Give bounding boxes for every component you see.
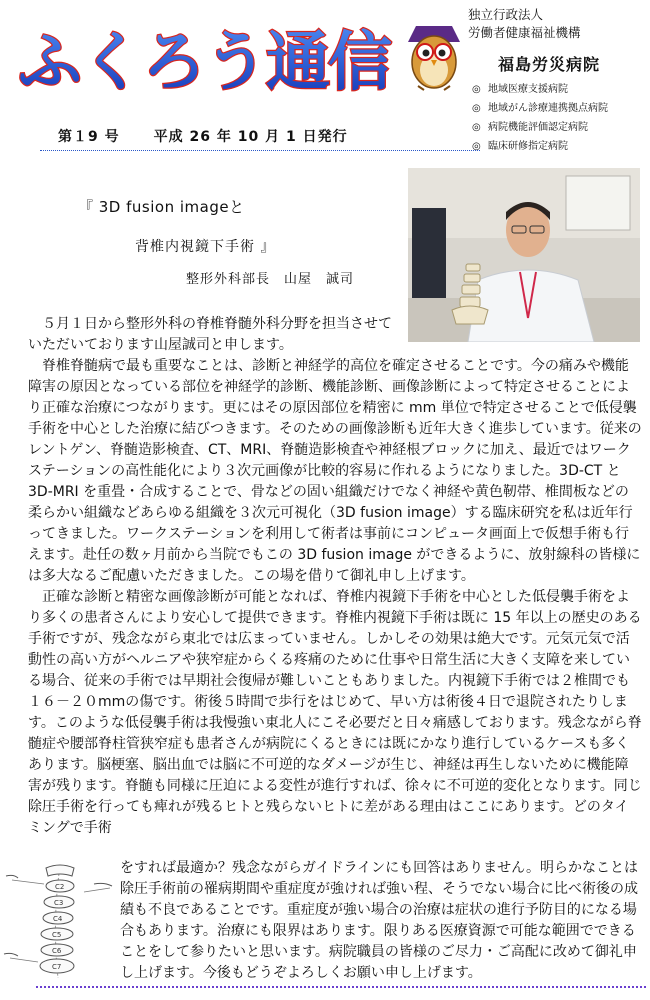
article-lead <box>28 314 402 356</box>
article-heading-line2: 背椎内視鏡下手術 』 <box>135 239 276 255</box>
newsletter-title-text: ふくろう通信 <box>18 26 390 100</box>
hospital-name: 福島労災病院 <box>498 55 601 74</box>
article-heading-line1: 『 3D fusion imageと <box>78 198 245 216</box>
bullet-icon: ◎ <box>472 122 481 133</box>
body-paragraph: 脊椎脊髄病で最も重要なことは、診断と神経学的高位を確定させることです。今の痛みや機能障害の原因となっている部位を神経学的診断、機能診断、画像診断によって特定させることにより正確な治療につながります。更にはその原因部位を精密に mm 単位で特定させることで低侵襲手術を中心とした治療に結びつきます。そのための画像診断も近年大きく進歩しています。従来のレントゲン、脊髄造影検査、CT、MRI、脊髄造影検査や神経根ブロックに加え、最近ではワークステーションの高性能化により３次元画像が比較的容易に作れるようになりました。3D-CT と 3D-MRI を重畳・合成することで、骨などの固い組織だけでなく神経や黄色靭帯、椎間板などの柔らかい組織などあらゆる組織を３次元可視化（3D fusion image）する臨床研究を私は近年行ってきました。ワークステーションを利用して術者は事前にコンピュータ画面上で仮想手術も行えます。赴任の数ヶ月前から当院でもこの 3D fusion image ができるように、放射線科の皆様には多大なるご配慮いただきました。この場を借りて御礼申し上げます。 <box>28 358 642 584</box>
issue-date: 平成 26 年 10 月 1 日発行 <box>153 129 348 145</box>
bullet-icon: ◎ <box>472 141 481 152</box>
organization-name <box>468 6 581 42</box>
article-closing <box>120 858 644 984</box>
newsletter-title <box>14 8 404 100</box>
org-line: 独立行政法人 <box>468 7 544 22</box>
vertebra-label: C6 <box>52 947 62 955</box>
vertebra-label: C7 <box>52 963 62 971</box>
vertebra-label: C4 <box>53 915 63 923</box>
accreditation-item: ◎ 病院機能評価認定病院 <box>472 118 608 137</box>
author-photo <box>408 168 640 342</box>
org-line: 労働者健康福祉機構 <box>468 25 581 40</box>
accreditation-item: ◎ 地域がん診療連携拠点病院 <box>472 99 608 118</box>
article-body <box>28 356 642 839</box>
accreditation-item: ◎ 臨床研修指定病院 <box>472 137 608 156</box>
owl-mascot-icon <box>404 20 464 94</box>
closing-paragraph: をすれば最適か？残念ながらガイドラインにも回答はありません。明らかなことは除圧手術前の罹病期間や重症度が強ければ強い程、そうでない場合に比べ術後の成績も不良であることです。重症度が強い場合の治療は症状の進行予防目的になる場合もあります。治療にも限界はあります。限りある医療資源で可能な範囲でできることをして参りたいと思います。病院職員の皆様のご尽力・ご高配に改めて御礼申し上げます。今後もどうぞよろしくお願い申し上げます。 <box>120 860 638 981</box>
bullet-icon: ◎ <box>472 84 481 95</box>
article-author: 整形外科部長 山屋 誠司 <box>186 272 355 287</box>
cervical-spine-illustration <box>2 862 118 982</box>
issue-number: 第１9 号 <box>58 129 120 145</box>
body-paragraph: 正確な診断と精密な画像診断が可能となれば、脊椎内視鏡下手術を中心とした低侵襲手術をより多くの患者さんにより安心して提供できます。脊椎内視鏡下手術は既に 15 年以上の歴史のある手術ですが、残念ながら東北では広まっていません。しかしその効果は絶大です。元気元気で活動性の高い方がヘルニアや狭窄症からくる疼痛のために仕事や日常生活に大きく支障を来している場合、従来の手術では早期社会復帰が難しいこともありました。内視鏡下手術では２椎間でも１６－２０mmの傷です。術後５時間で歩行をはじめて、早い方は術後４日で退院されたりします。このような低侵襲手術は我慢強い東北人にこそ必要だと日々痛感しております。残念ながら脊髄症や腰部脊柱管狭窄症も患者さんが病院にくるときには既にかなり進行しているケースも多くあります。脳梗塞、脳出血では脳に不可逆的なダメージが生じ、神経は再生しないために機能障害が残ります。脊髄も同様に圧迫による変性が進行すれば、徐々に不可逆的変化となります。同じ除圧手術を行っても痺れが残るヒトと残らないヒトに差がある理由はここにあります。どのタイミングで手術 <box>28 589 642 836</box>
footer-divider <box>36 986 646 988</box>
vertebra-label: C5 <box>52 931 62 939</box>
vertebra-label: C3 <box>54 899 64 907</box>
header-divider <box>40 150 480 151</box>
hospital-accreditations <box>472 80 608 156</box>
issue-info <box>58 126 348 146</box>
lead-paragraph: ５月１日から整形外科の脊椎脊髄外科分野を担当させていただいております山屋誠司と申します。 <box>28 316 392 353</box>
vertebra-label: C2 <box>55 883 65 891</box>
bullet-icon: ◎ <box>472 103 481 114</box>
accreditation-item: ◎ 地域医療支援病院 <box>472 80 608 99</box>
